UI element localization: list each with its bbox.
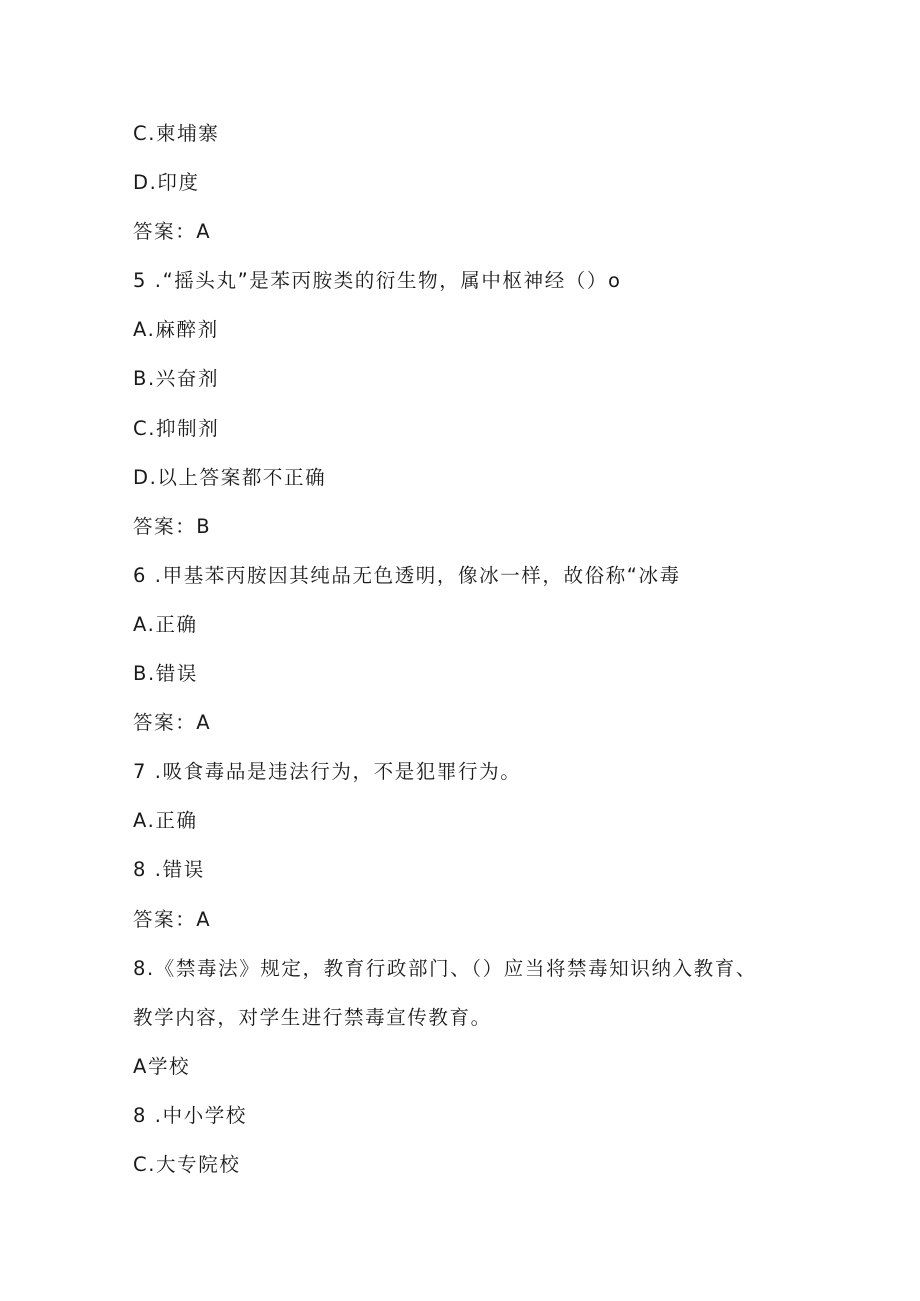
question-5: 5 .“摇头丸”是苯丙胺类的衍生物，属中枢神经（）o [133, 269, 622, 293]
option-a-school: A学校 [133, 1054, 191, 1078]
option-b-wrong: 8 .错误 [133, 858, 205, 882]
answer-line: 答案：A [133, 907, 212, 931]
option-b-primary-secondary-school: 8 .中小学校 [133, 1103, 248, 1127]
document-body [133, 115, 793, 1195]
question-7: 7 .吸食毒品是违法行为，不是犯罪行为。 [133, 760, 522, 784]
option-a-correct: A.正确 [133, 809, 198, 833]
question-8-continued: 教学内容，对学生进行禁毒宣传教育。 [133, 1005, 492, 1029]
answer-line: 答案：B [133, 514, 212, 538]
option-d-india: D.印度 [133, 171, 200, 195]
question-6: 6 .甲基苯丙胺因其纯品无色透明，像冰一样，故俗称“冰毒 [133, 563, 681, 587]
option-c-cambodia: C.柬埔寨 [133, 122, 220, 145]
answer-line: 答案：A [133, 220, 212, 244]
option-b-wrong: B.错误 [133, 662, 198, 686]
option-a-anesthetic: A.麻醉剂 [133, 318, 219, 342]
option-b-stimulant: B.兴奋剂 [133, 367, 220, 391]
option-d-none: D.以上答案都不正确 [133, 465, 327, 489]
option-c-depressant: C.抑制剂 [133, 416, 220, 440]
option-c-college: C.大专院校 [133, 1152, 241, 1176]
answer-line: 答案：A [133, 711, 212, 735]
option-a-correct: A.正确 [133, 612, 198, 636]
question-8: 8.《禁毒法》规定，教育行政部门、（）应当将禁毒知识纳入教育、 [133, 956, 757, 980]
